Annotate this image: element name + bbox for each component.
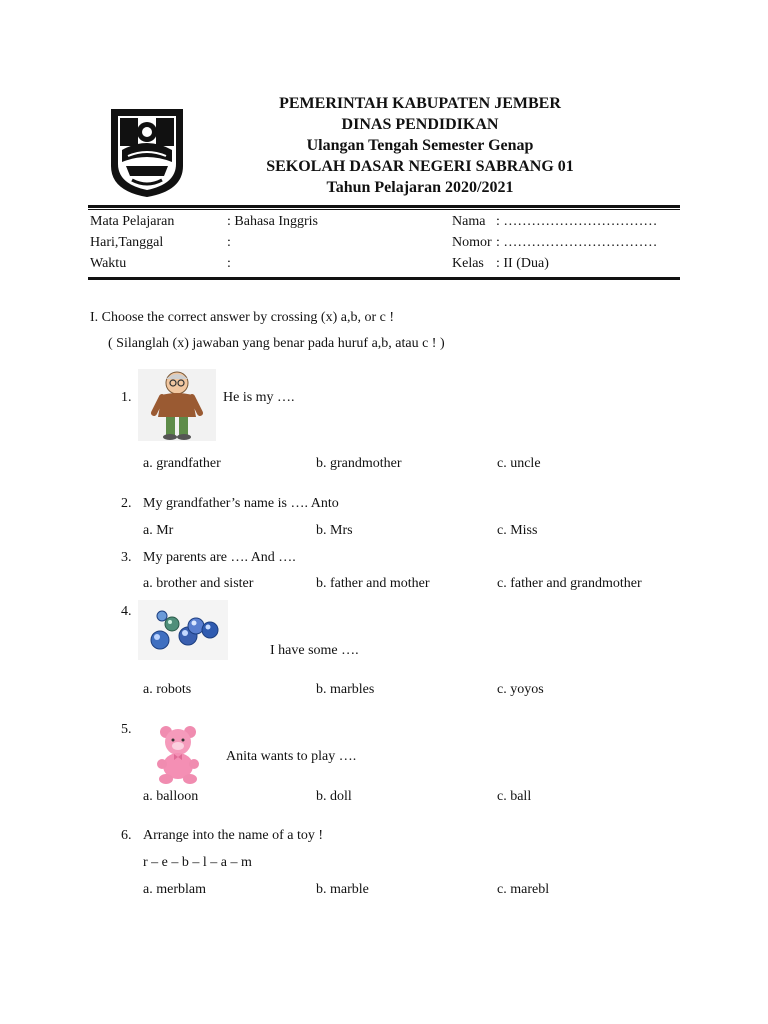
header-divider-bottom (88, 277, 680, 280)
option-c: c. Miss (497, 523, 538, 538)
number-value: : …………………………… (496, 235, 658, 250)
teddy-bear-doll-image (152, 724, 204, 784)
grandfather-image (138, 369, 216, 441)
subject-label: Mata Pelajaran (90, 214, 175, 229)
header-school-name: SEKOLAH DASAR NEGERI SABRANG 01 (266, 158, 574, 175)
number-label: Nomor (452, 235, 492, 250)
option-b: b. doll (316, 789, 352, 804)
option-c: c. ball (497, 789, 532, 804)
question-number: 2. (121, 496, 132, 511)
question-number: 4. (121, 604, 132, 619)
name-value: : …………………………… (496, 214, 658, 229)
header-government: PEMERINTAH KABUPATEN JEMBER (279, 95, 561, 112)
marbles-image (138, 600, 228, 660)
option-b: b. Mrs (316, 523, 353, 538)
class-label: Kelas (452, 256, 484, 271)
section-instruction: I. Choose the correct answer by crossing (x) a,b, or c ! (90, 310, 395, 325)
option-b: b. father and mother (316, 576, 430, 591)
question-text: Anita wants to play …. (226, 749, 357, 764)
option-b: b. grandmother (316, 456, 402, 471)
option-a: a. Mr (143, 523, 174, 538)
option-b: b. marble (316, 882, 369, 897)
subject-value: : Bahasa Inggris (227, 214, 318, 229)
header-divider-top-thin (88, 209, 680, 210)
header-department: DINAS PENDIDIKAN (341, 116, 499, 133)
day-date-value: : (227, 235, 231, 250)
question-number: 3. (121, 550, 132, 565)
time-label: Waktu (90, 256, 127, 271)
question-number: 6. (121, 828, 132, 843)
header-divider-top (88, 205, 680, 208)
option-c: c. marebl (497, 882, 550, 897)
option-a: a. robots (143, 682, 192, 697)
name-label: Nama (452, 214, 486, 229)
question-text: He is my …. (223, 390, 295, 405)
option-a: a. grandfather (143, 456, 221, 471)
class-value: : II (Dua) (496, 256, 549, 271)
option-c: c. uncle (497, 456, 541, 471)
option-c: c. father and grandmother (497, 576, 642, 591)
option-c: c. yoyos (497, 682, 544, 697)
option-a: a. merblam (143, 882, 206, 897)
header-exam-title: Ulangan Tengah Semester Genap (306, 137, 534, 154)
option-b: b. marbles (316, 682, 375, 697)
time-value: : (227, 256, 231, 271)
day-date-label: Hari,Tanggal (90, 235, 164, 250)
option-a: a. balloon (143, 789, 199, 804)
header-school-year: Tahun Pelajaran 2020/2021 (326, 179, 514, 196)
section-instruction-translation: ( Silanglah (x) jawaban yang benar pada huruf a,b, atau c ! ) (108, 336, 445, 351)
option-a: a. brother and sister (143, 576, 254, 591)
scrambled-word: r – e – b – l – a – m (143, 855, 252, 870)
question-number: 5. (121, 722, 132, 737)
question-text: My parents are …. And …. (143, 550, 296, 565)
question-text: My grandfather’s name is …. Anto (143, 496, 339, 511)
question-text: I have some …. (270, 643, 359, 658)
question-text: Arrange into the name of a toy ! (143, 828, 323, 843)
question-number: 1. (121, 390, 132, 405)
